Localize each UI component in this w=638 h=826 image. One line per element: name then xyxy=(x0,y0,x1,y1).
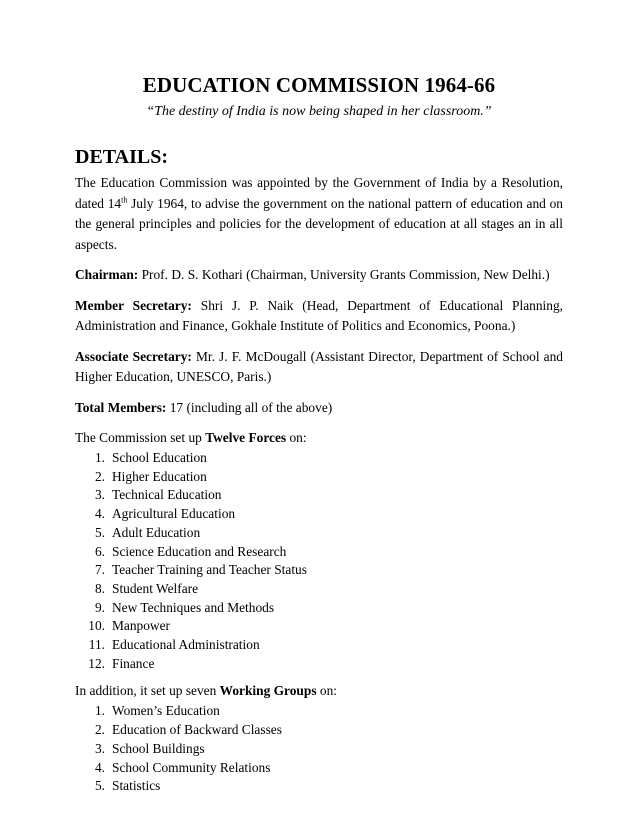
member-secretary-label: Member Secretary: xyxy=(75,297,192,313)
list-item-label: Educational Administration xyxy=(112,637,260,653)
list-item xyxy=(75,543,563,562)
list-item-label: Teacher Training and Teacher Status xyxy=(112,562,307,578)
total-members-paragraph xyxy=(75,398,563,419)
list-item xyxy=(75,486,563,505)
list-item-number: 3. xyxy=(94,740,105,756)
list-item-number: 1. xyxy=(94,450,105,465)
list-item xyxy=(75,759,563,778)
list-item-number: 7. xyxy=(94,562,105,578)
list-item xyxy=(75,721,563,740)
list-item xyxy=(75,740,563,759)
list-item-number: 4. xyxy=(94,759,105,775)
task-forces-list xyxy=(75,449,563,673)
list-item-number: 9. xyxy=(94,599,105,615)
list-item xyxy=(75,636,563,655)
associate-secretary-label: Associate Secretary: xyxy=(75,348,192,364)
working-groups-intro-bold: Working Groups xyxy=(219,683,317,699)
member-secretary-paragraph xyxy=(75,296,563,337)
working-groups-intro-suffix: on: xyxy=(316,683,338,699)
list-item xyxy=(75,617,563,636)
list-item-number: 6. xyxy=(94,543,105,559)
intro-paragraph xyxy=(75,173,563,255)
member-secretary-value: Shri J. P. Naik (Head, Department of Educational Planning, Administration and Finance, Gokhale Institute of Politics and Economics, Poona.) xyxy=(75,297,563,333)
chairman-paragraph xyxy=(75,265,563,286)
chairman-value: Prof. D. S. Kothari (Chairman, University Grants Commission, New Delhi.) xyxy=(138,267,550,282)
intro-text-1: The Education Commission was appointed by the Government of India by a Resolution, dated 14 xyxy=(75,175,563,211)
list-item xyxy=(75,777,563,796)
list-item-label: Technical Education xyxy=(112,487,222,503)
list-item-label: Agricultural Education xyxy=(112,506,236,522)
associate-secretary-paragraph xyxy=(75,347,563,388)
task-forces-intro-prefix: The Commission set up xyxy=(75,430,206,445)
list-item-label: Education of Backward Classes xyxy=(112,722,282,738)
list-item-label: Finance xyxy=(112,655,155,671)
list-item-label: Adult Education xyxy=(112,524,201,540)
quote: “The destiny of India is now being shaped in her classroom.” xyxy=(146,104,492,119)
associate-secretary-value: Mr. J. F. McDougall (Assistant Director, Department of School and Higher Education, UNESCO, Paris.) xyxy=(75,348,563,384)
list-item xyxy=(75,468,563,487)
total-members-value: 17 (including all of the above) xyxy=(166,399,333,415)
list-item-number: 4. xyxy=(94,506,105,522)
list-item-number: 1. xyxy=(94,703,105,719)
list-item-label: Statistics xyxy=(112,778,161,794)
list-item-number: 2. xyxy=(94,468,105,484)
list-item xyxy=(75,580,563,599)
list-item-label: New Techniques and Methods xyxy=(112,599,275,615)
task-forces-intro xyxy=(75,428,563,448)
working-groups-intro xyxy=(75,681,563,701)
list-item-number: 11. xyxy=(88,637,105,653)
list-item-label: School Buildings xyxy=(112,740,205,756)
list-item-number: 12. xyxy=(88,655,105,671)
list-item xyxy=(75,702,563,721)
list-item-number: 10. xyxy=(88,618,105,634)
list-item-label: School Education xyxy=(112,450,207,465)
list-item-number: 5. xyxy=(94,524,105,540)
list-item-label: Manpower xyxy=(112,618,171,634)
chairman-label: Chairman: xyxy=(75,267,139,282)
list-item-label: Science Education and Research xyxy=(112,543,287,559)
intro-superscript: th xyxy=(121,195,128,205)
list-item xyxy=(75,599,563,618)
task-forces-intro-bold: Twelve Forces xyxy=(205,430,287,445)
list-item-number: 5. xyxy=(94,778,105,794)
details-heading: DETAILS: xyxy=(75,146,168,168)
list-item-number: 3. xyxy=(94,487,105,503)
working-groups-list xyxy=(75,702,563,796)
document-title: EDUCATION COMMISSION 1964-66 xyxy=(142,73,496,97)
total-members-label: Total Members: xyxy=(75,399,167,415)
list-item xyxy=(75,449,563,468)
intro-text-2: July 1964, to advise the government on the national pattern of education and on the general principles and policies for the development of education at all stages an in all aspects. xyxy=(75,195,563,252)
list-item-label: Women’s Education xyxy=(112,703,220,719)
list-item-label: Student Welfare xyxy=(112,580,199,596)
list-item xyxy=(75,561,563,580)
list-item-label: School Community Relations xyxy=(112,759,271,775)
list-item-label: Higher Education xyxy=(112,468,207,484)
list-item xyxy=(75,524,563,543)
list-item xyxy=(75,505,563,524)
list-item-number: 8. xyxy=(94,580,105,596)
list-item-number: 2. xyxy=(94,722,105,738)
task-forces-intro-suffix: on: xyxy=(286,430,307,445)
list-item xyxy=(75,655,563,674)
working-groups-intro-prefix: In addition, it set up seven xyxy=(75,683,220,699)
document-page xyxy=(75,72,563,804)
